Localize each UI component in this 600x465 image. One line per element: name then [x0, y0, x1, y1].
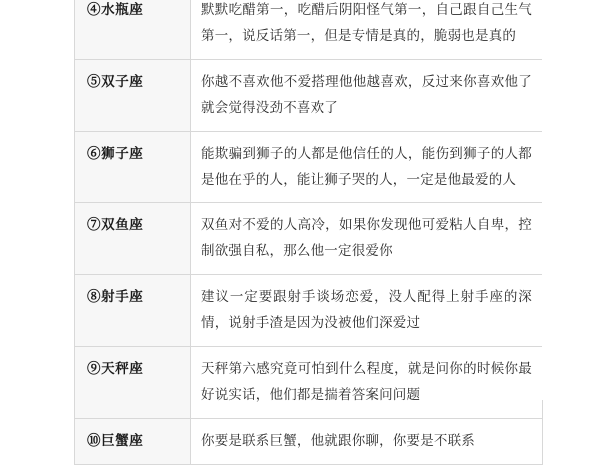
table-row — [75, 131, 543, 203]
description-cell: 双鱼对不爱的人高冷，如果你发现他可爱粘人自卑，控制欲强自私，那么他一定很爱你 — [191, 203, 543, 275]
description-cell: 默默吃醋第一，吃醋后阴阳怪气第一，自己跟自己生气第一，说反话第一，但是专情是真的，脆弱也是真的 — [191, 0, 543, 59]
sign-cell: ⑩巨蟹座 — [75, 418, 191, 464]
astrology-table-wrapper — [74, 0, 542, 465]
table-row — [75, 203, 543, 275]
left-margin — [0, 0, 74, 400]
astrology-table — [74, 0, 543, 465]
table-row — [75, 0, 543, 59]
sign-cell: ⑦双鱼座 — [75, 203, 191, 275]
table-row — [75, 418, 543, 464]
sign-cell: ④水瓶座 — [75, 0, 191, 59]
table-row — [75, 347, 543, 419]
description-cell: 能欺骗到狮子的人都是他信任的人，能伤到狮子的人都是他在乎的人，能让狮子哭的人，一定是他最爱的人 — [191, 131, 543, 203]
table-row — [75, 59, 543, 131]
right-margin — [542, 0, 600, 400]
sign-cell: ⑧射手座 — [75, 275, 191, 347]
description-cell: 天秤第六感究竟可怕到什么程度，就是问你的时候你最好说实话，他们都是揣着答案问问题 — [191, 347, 543, 419]
table-row — [75, 275, 543, 347]
description-cell: 你越不喜欢他不爱搭理他他越喜欢，反过来你喜欢他了就会觉得没劲不喜欢了 — [191, 59, 543, 131]
description-cell: 你要是联系巨蟹，他就跟你聊，你要是不联系 — [191, 418, 543, 464]
sign-cell: ⑨天秤座 — [75, 347, 191, 419]
sign-cell: ⑥狮子座 — [75, 131, 191, 203]
sign-cell: ⑤双子座 — [75, 59, 191, 131]
description-cell: 建议一定要跟射手谈场恋爱，没人配得上射手座的深情，说射手渣是因为没被他们深爱过 — [191, 275, 543, 347]
